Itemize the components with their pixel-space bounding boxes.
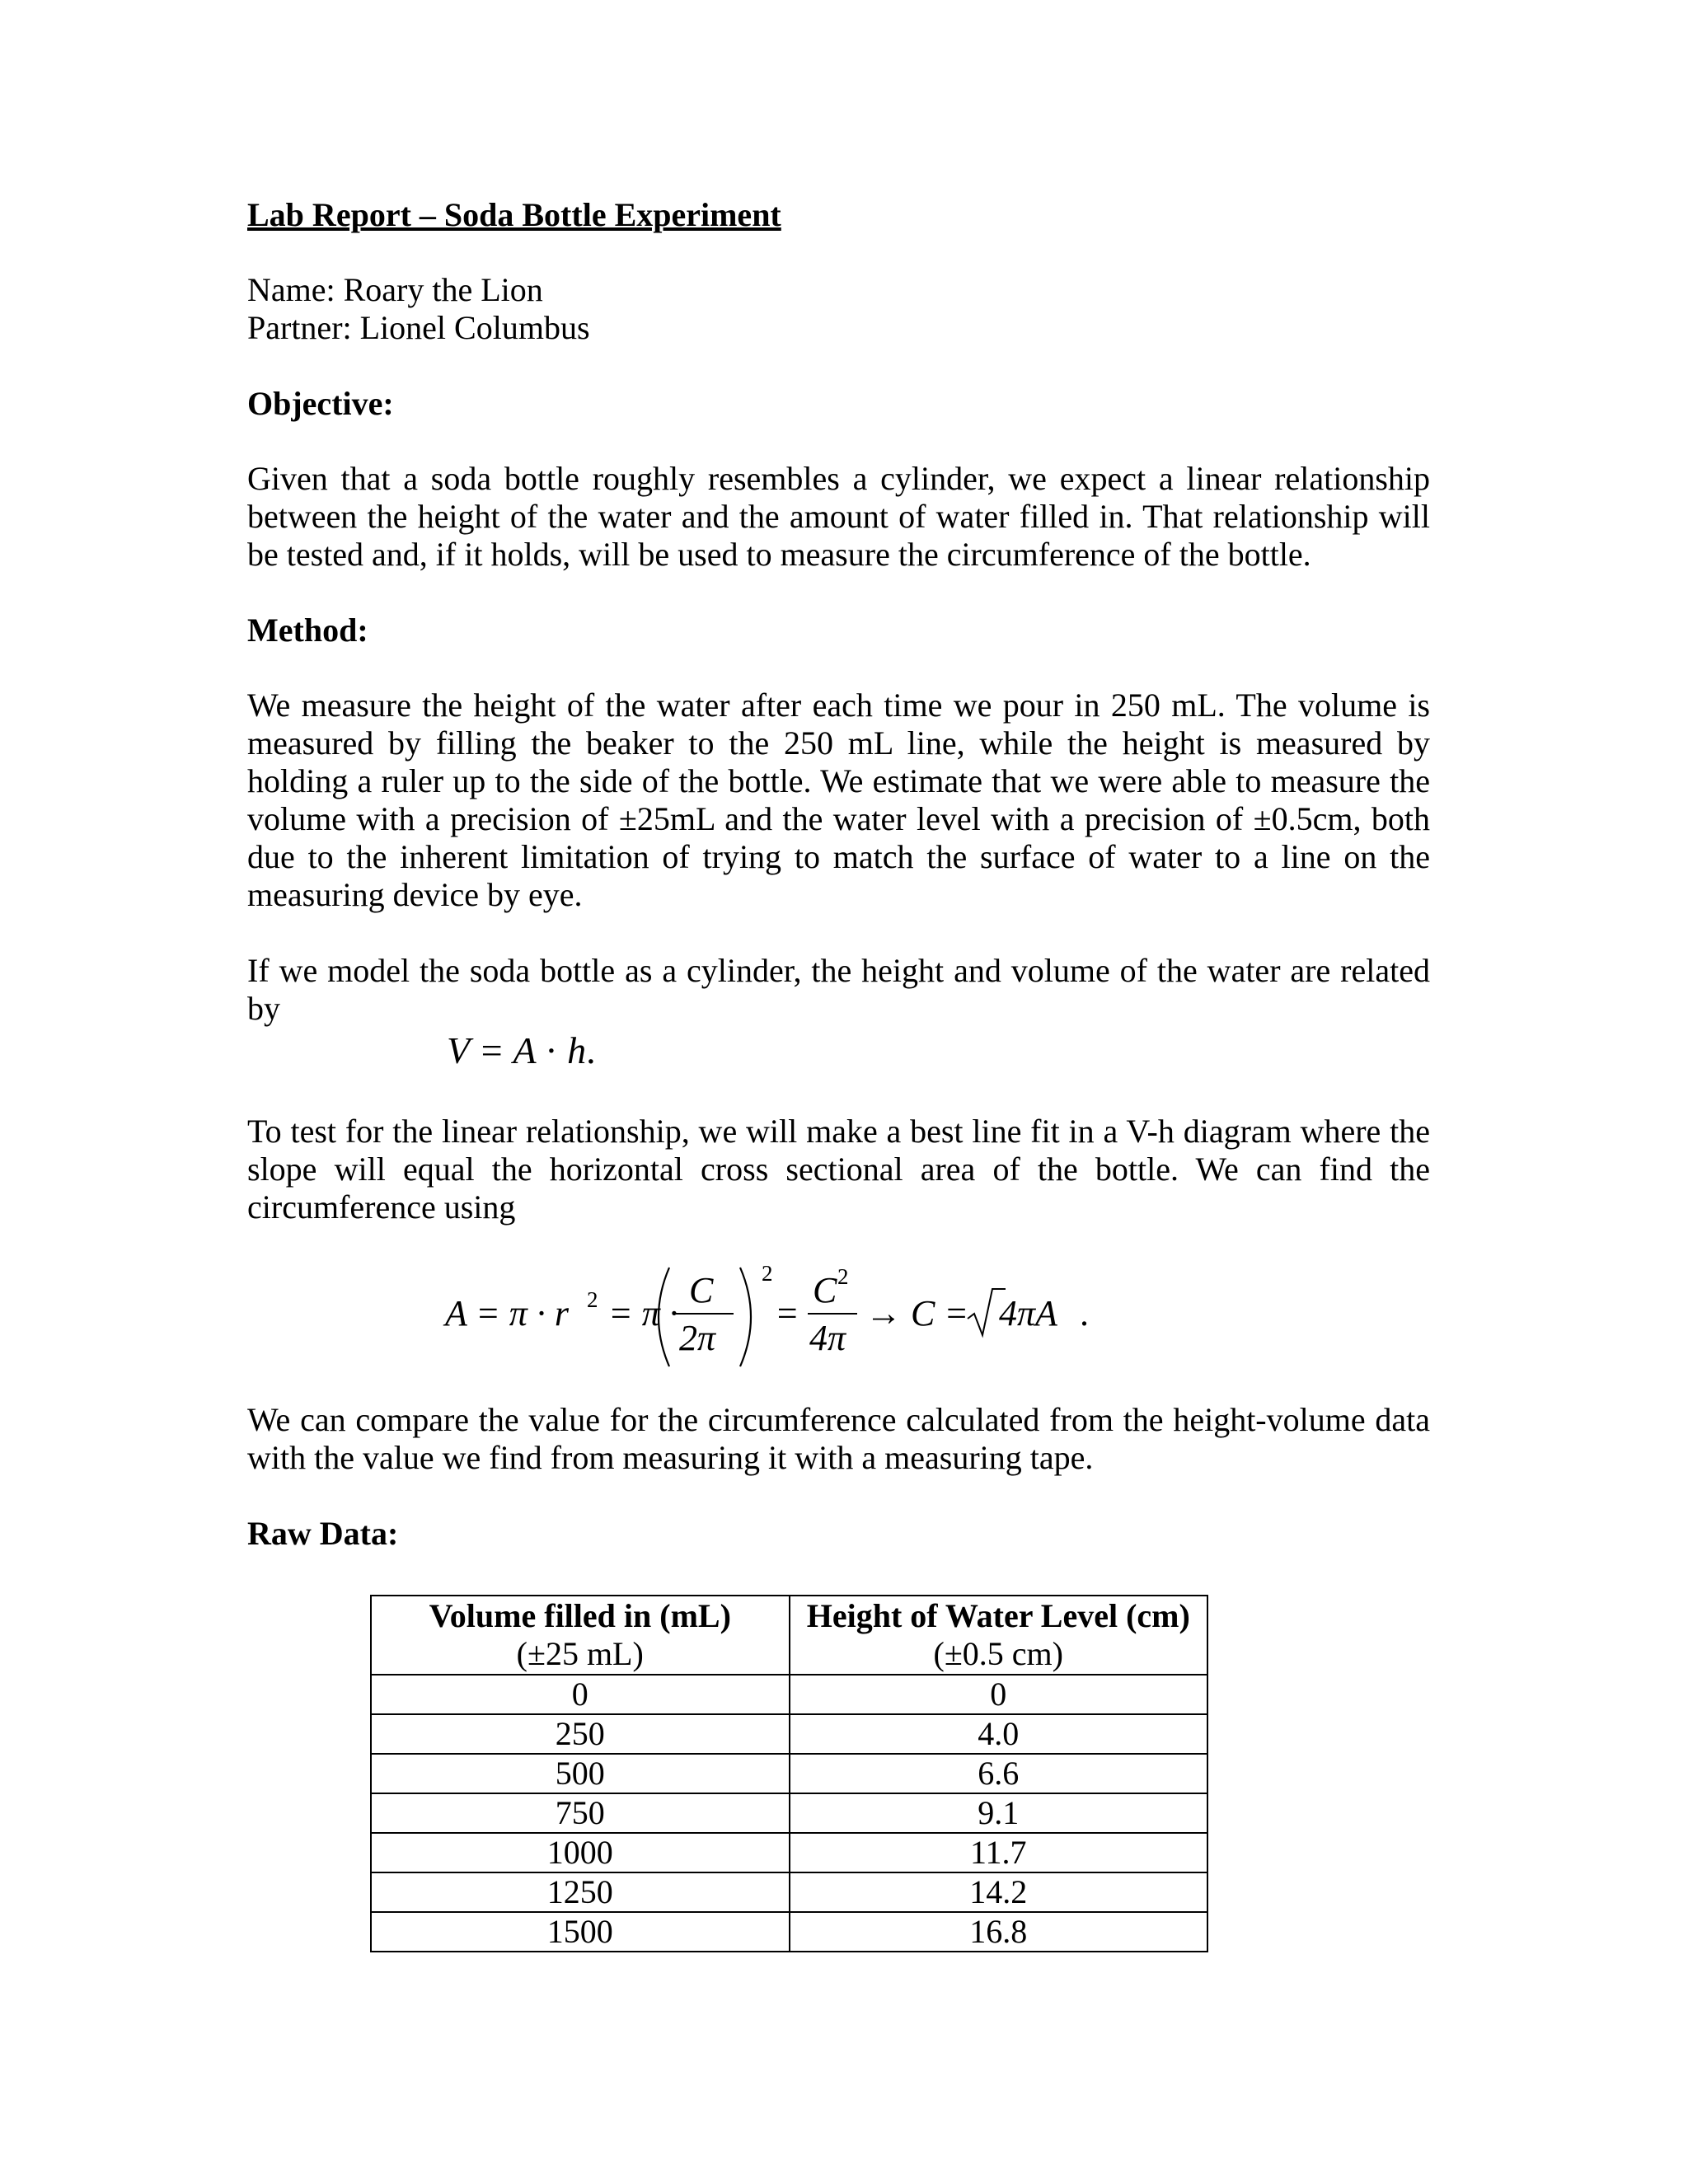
table-header-row — [371, 1596, 1207, 1675]
table-row — [371, 1675, 1207, 1714]
volume-equation — [447, 1029, 596, 1072]
table-row — [371, 1714, 1207, 1754]
column-header-height-uncertainty: (±0.5 cm) — [933, 1635, 1063, 1672]
volume-cell: 750 — [371, 1793, 790, 1833]
height-cell: 6.6 — [790, 1754, 1208, 1793]
volume-cell: 500 — [371, 1754, 790, 1793]
column-header-volume-label: Volume filled in (mL) — [429, 1597, 731, 1634]
table-row — [371, 1793, 1207, 1833]
height-cell: 14.2 — [790, 1872, 1208, 1912]
name-line: Name: Roary the Lion — [247, 271, 543, 308]
volume-eq-dot: · — [545, 1029, 558, 1071]
height-cell: 16.8 — [790, 1912, 1208, 1952]
area-eq-frac2-num: C — [813, 1270, 837, 1310]
area-eq-frac1-num: C — [689, 1270, 714, 1310]
volume-eq-rhs: h — [567, 1029, 587, 1071]
table-row — [371, 1872, 1207, 1912]
area-eq-sq1: 2 — [587, 1287, 598, 1312]
volume-cell: 1500 — [371, 1912, 790, 1952]
method-paragraph-1: We measure the height of the water after each time we pour in 250 mL. The volume is measured by filling the beaker to the 250 mL line, while the height is measured by holding a ruler up to the side of the bottle. We estimate that we were able to measure the volume with a precision of ±25mL and the water level with a precision of ±0.5cm, both due to the inherent limitation of trying to match the surface of water to a line on the measuring device by eye. — [247, 687, 1430, 913]
method-paragraph-3: To test for the linear relationship, we will make a best line fit in a V-h diagram where the slope will equal the horizontal cross sectional area of the bottle. We can find the circumference using — [247, 1113, 1430, 1226]
volume-cell: 0 — [371, 1675, 790, 1714]
height-cell: 11.7 — [790, 1833, 1208, 1872]
column-header-volume-uncertainty: (±25 mL) — [516, 1635, 644, 1672]
method-heading: Method: — [247, 612, 368, 649]
volume-cell: 1250 — [371, 1872, 790, 1912]
height-cell: 9.1 — [790, 1793, 1208, 1833]
column-header-height — [790, 1596, 1208, 1675]
objective-text: Given that a soda bottle roughly resembles a cylinder, we expect a linear relationship between the height of the water and the amount of water filled in. That relationship will be tested and, if it holds, will be used to measure the circumference of the bottle. — [247, 460, 1430, 573]
column-header-volume — [371, 1596, 790, 1675]
height-cell: 4.0 — [790, 1714, 1208, 1754]
area-equation — [445, 1261, 1089, 1376]
partner-line: Partner: Lionel Columbus — [247, 309, 590, 346]
area-eq-sq2: 2 — [762, 1261, 773, 1286]
volume-eq-period: . — [586, 1029, 596, 1071]
method-paragraph-2: If we model the soda bottle as a cylinder, the height and volume of the water are related by — [247, 952, 1430, 1027]
method-paragraph-4: We can compare the value for the circumference calculated from the height-volume data with the value we find from measuring it with a measuring tape. — [247, 1401, 1430, 1476]
area-eq-arrow: → C = — [865, 1293, 969, 1333]
table-row — [371, 1912, 1207, 1952]
objective-heading: Objective: — [247, 385, 394, 422]
height-cell: 0 — [790, 1675, 1208, 1714]
volume-cell: 1000 — [371, 1833, 790, 1872]
volume-cell: 250 — [371, 1714, 790, 1754]
column-header-height-label: Height of Water Level (cm) — [806, 1597, 1190, 1634]
area-eq-radicand: 4πA — [999, 1293, 1057, 1333]
report-title: Lab Report – Soda Bottle Experiment — [247, 196, 781, 233]
raw-data-heading: Raw Data: — [247, 1515, 399, 1552]
area-eq-frac1-den: 2π — [679, 1318, 716, 1358]
area-eq-part2: = π · — [608, 1293, 678, 1333]
table-row — [371, 1833, 1207, 1872]
area-eq-sq3: 2 — [837, 1264, 849, 1289]
volume-eq-lhs: V = A — [447, 1029, 536, 1071]
table-row — [371, 1754, 1207, 1793]
raw-data-table — [370, 1595, 1208, 1952]
area-eq-period: . — [1080, 1293, 1089, 1333]
area-eq-equals: = — [775, 1293, 799, 1333]
area-eq-part1: A = π · r — [445, 1293, 569, 1333]
area-eq-frac2-den: 4π — [809, 1318, 846, 1358]
